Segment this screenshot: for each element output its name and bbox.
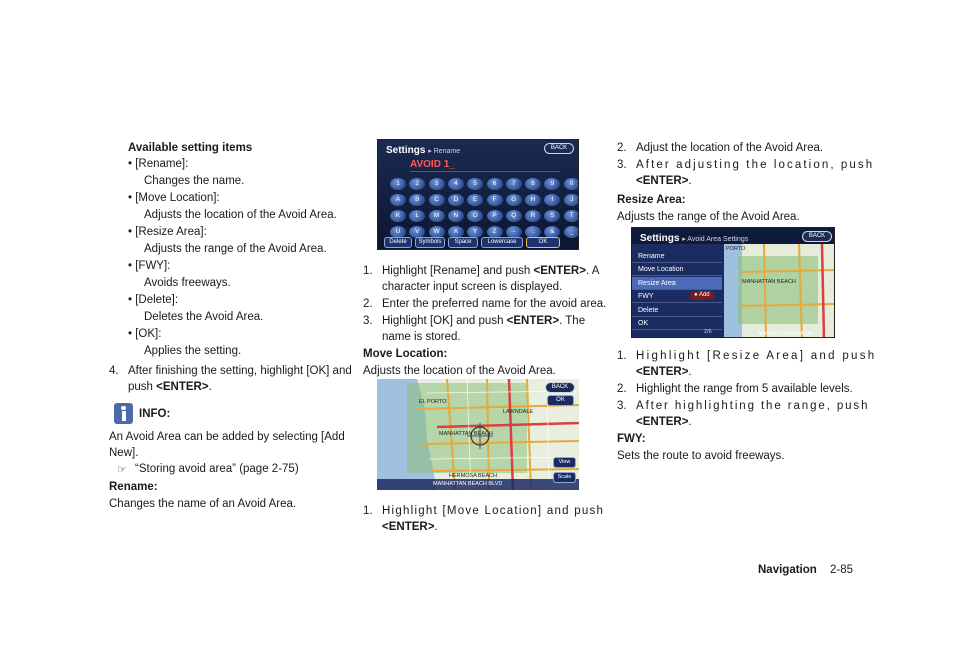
page-number: 2-85 bbox=[830, 564, 854, 576]
keyboard-key[interactable]: Q bbox=[506, 210, 522, 222]
info-text: An Avoid Area can be added by selecting [Add bbox=[109, 431, 345, 443]
list-item bbox=[128, 292, 178, 309]
keyboard-key[interactable]: 5 bbox=[467, 178, 483, 190]
resize-area-heading: Resize Area: bbox=[617, 194, 686, 206]
step-text-cont: <ENTER>. bbox=[382, 521, 438, 533]
keyboard-key[interactable]: C bbox=[429, 194, 445, 206]
menu-item[interactable]: Rename bbox=[632, 250, 722, 263]
enter-key-ref: <ENTER> bbox=[506, 315, 560, 327]
screen-title: Settings ▸ Avoid Area Settings bbox=[640, 233, 749, 244]
map-label: MANHATTAN BEACH bbox=[742, 279, 796, 285]
keyboard-key[interactable]: P bbox=[487, 210, 503, 222]
map-label: HERMOSA BEACH bbox=[449, 473, 497, 479]
function-key-ok[interactable]: OK bbox=[526, 237, 560, 248]
keyboard-key[interactable]: 7 bbox=[506, 178, 522, 190]
map-street-label: MANHATTAN BEACH BLVD bbox=[433, 481, 503, 487]
page-indicator: 2/6 bbox=[704, 329, 712, 335]
step-text-cont: character input screen is displayed. bbox=[382, 281, 563, 293]
keyboard-key[interactable]: V bbox=[409, 226, 425, 238]
item-label: [OK]: bbox=[135, 328, 162, 340]
step-text-cont: push <ENTER>. bbox=[128, 381, 212, 393]
step-number: 4. bbox=[109, 365, 119, 377]
push-word: push bbox=[128, 381, 153, 393]
fwy-text: Sets the route to avoid freeways. bbox=[617, 450, 785, 462]
avoid-area-settings-screen bbox=[631, 227, 835, 338]
keyboard-key[interactable]: R bbox=[525, 210, 541, 222]
step-number: 3. bbox=[363, 315, 373, 327]
function-key-lowercase[interactable]: Lowercase bbox=[481, 237, 523, 248]
keyboard-key[interactable]: U bbox=[390, 226, 406, 238]
keyboard-key[interactable]: G bbox=[506, 194, 522, 206]
keyboard-key[interactable]: 2 bbox=[409, 178, 425, 190]
menu-item[interactable]: Resize Area bbox=[632, 277, 722, 290]
menu-item[interactable]: FWY bbox=[632, 290, 722, 303]
item-label: [Resize Area]: bbox=[135, 226, 207, 238]
info-icon bbox=[114, 403, 133, 424]
keyboard-key[interactable]: 9 bbox=[544, 178, 560, 190]
list-item bbox=[128, 156, 188, 173]
map-label: LAWNDALE bbox=[503, 409, 534, 415]
step-number: 3. bbox=[617, 159, 627, 171]
list-item bbox=[128, 190, 220, 207]
item-desc: Adjusts the location of the Avoid Area. bbox=[144, 209, 337, 221]
enter-key-ref: <ENTER> bbox=[156, 381, 209, 393]
map-label: PORTO bbox=[726, 246, 746, 252]
back-button[interactable]: BACK bbox=[544, 143, 574, 154]
item-label: [FWY]: bbox=[135, 260, 171, 272]
function-key-space[interactable]: Space bbox=[448, 237, 478, 248]
keyboard-key[interactable]: J bbox=[564, 194, 579, 206]
step-text: After highlighting the range, push bbox=[636, 400, 870, 412]
bullet: • bbox=[128, 260, 136, 272]
keyboard-key[interactable]: O bbox=[467, 210, 483, 222]
keyboard-key[interactable]: & bbox=[544, 226, 560, 238]
item-desc: Adjusts the range of the Avoid Area. bbox=[144, 243, 327, 255]
info-title: INFO: bbox=[139, 408, 171, 420]
keyboard-key[interactable]: N bbox=[448, 210, 464, 222]
step-text: Highlight the range from 5 available levels. bbox=[636, 383, 853, 395]
keyboard-key[interactable]: 1 bbox=[390, 178, 406, 190]
add-badge: ● Add bbox=[690, 291, 714, 300]
enter-key-ref: <ENTER> bbox=[533, 265, 586, 277]
menu-item[interactable]: Delete bbox=[632, 304, 722, 317]
enter-key-ref: <ENTER> bbox=[636, 366, 689, 378]
map-label: MANHATTAN BEACH bbox=[758, 331, 812, 337]
name-entry-field[interactable]: AVOID 1_ bbox=[410, 158, 560, 172]
bullet: • bbox=[128, 294, 136, 306]
step-text: Enter the preferred name for the avoid area. bbox=[382, 298, 607, 310]
step-number: 2. bbox=[617, 383, 627, 395]
keyboard-key[interactable]: I bbox=[544, 194, 560, 206]
step-text-cont: <ENTER>. bbox=[636, 175, 692, 187]
bullet: • bbox=[128, 192, 136, 204]
keyboard-key[interactable]: L bbox=[409, 210, 425, 222]
keyboard-key[interactable]: D bbox=[448, 194, 464, 206]
keyboard-key[interactable]: 4 bbox=[448, 178, 464, 190]
item-desc: Avoids freeways. bbox=[144, 277, 231, 289]
function-key-delete[interactable]: Delete bbox=[384, 237, 412, 248]
step-number: 1. bbox=[363, 505, 373, 517]
keyboard-key[interactable]: E bbox=[467, 194, 483, 206]
bullet: • bbox=[128, 226, 136, 238]
step-text: Highlight [OK] and push <ENTER>. The bbox=[382, 315, 586, 327]
keyboard-key[interactable]: H bbox=[525, 194, 541, 206]
keyboard-key[interactable]: B bbox=[409, 194, 425, 206]
rename-text: Changes the name of an Avoid Area. bbox=[109, 498, 297, 510]
step-text-cont: <ENTER>. bbox=[636, 416, 692, 428]
item-label: [Move Location]: bbox=[135, 192, 220, 204]
step-text: After finishing the setting, highlight [OK] and bbox=[128, 365, 352, 377]
rename-heading: Rename: bbox=[109, 481, 158, 493]
map-graphic bbox=[724, 244, 835, 338]
enter-key-ref: <ENTER> bbox=[382, 521, 435, 533]
move-location-heading: Move Location: bbox=[363, 348, 448, 360]
rename-screen bbox=[377, 139, 579, 250]
available-settings-heading: Available setting items bbox=[128, 142, 253, 154]
move-location-text: Adjusts the location of the Avoid Area. bbox=[363, 365, 556, 377]
keyboard-key[interactable]: A bbox=[390, 194, 406, 206]
keyboard-key[interactable]: 3 bbox=[429, 178, 445, 190]
keyboard-key[interactable]: F bbox=[487, 194, 503, 206]
bullet: • bbox=[128, 158, 136, 170]
keyboard-key[interactable]: . bbox=[525, 226, 541, 238]
step-number: 1. bbox=[363, 265, 373, 277]
keyboard-key[interactable]: K bbox=[390, 210, 406, 222]
ok-button[interactable]: OK bbox=[547, 395, 574, 406]
keyboard-key[interactable]: _ bbox=[564, 226, 579, 238]
page-footer bbox=[758, 562, 853, 579]
back-button[interactable]: BACK bbox=[545, 382, 575, 393]
page-reference: “Storing avoid area” (page 2-75) bbox=[135, 463, 299, 475]
step-text: Adjust the location of the Avoid Area. bbox=[636, 142, 824, 154]
map-background bbox=[724, 244, 835, 338]
keyboard-key[interactable]: 8 bbox=[525, 178, 541, 190]
step-text-cont: <ENTER>. bbox=[636, 366, 692, 378]
step-text: Highlight [Rename] and push <ENTER>. A bbox=[382, 265, 600, 277]
scale-button[interactable]: Scale bbox=[553, 472, 576, 483]
keyboard-key[interactable]: 6 bbox=[487, 178, 503, 190]
keyboard-key[interactable]: Y bbox=[467, 226, 483, 238]
step-text-cont: name is stored. bbox=[382, 331, 461, 343]
keyboard-key[interactable]: Z bbox=[487, 226, 503, 238]
keyboard-key[interactable]: W bbox=[429, 226, 445, 238]
screen-title: Settings ▸ Rename bbox=[386, 145, 461, 156]
step-text: After adjusting the location, push bbox=[636, 159, 875, 171]
step-number: 1. bbox=[617, 350, 627, 362]
step-number: 2. bbox=[363, 298, 373, 310]
menu-item[interactable]: OK bbox=[632, 317, 722, 330]
enter-key-ref: <ENTER> bbox=[636, 175, 689, 187]
list-item bbox=[128, 326, 161, 343]
view-button[interactable]: View bbox=[553, 457, 576, 468]
keyboard-key[interactable]: 0 bbox=[564, 178, 579, 190]
list-item bbox=[128, 258, 170, 275]
map-label: EL PORTO bbox=[419, 399, 447, 405]
step-text: Highlight [Resize Area] and push bbox=[636, 350, 877, 362]
step-number: 2. bbox=[617, 142, 627, 154]
fwy-heading: FWY: bbox=[617, 433, 646, 445]
map-label: MANHATTAN BEACH bbox=[439, 431, 493, 437]
list-item bbox=[128, 224, 207, 241]
item-desc: Changes the name. bbox=[144, 175, 245, 187]
resize-area-text: Adjusts the range of the Avoid Area. bbox=[617, 211, 800, 223]
keyboard-key[interactable]: T bbox=[564, 210, 579, 222]
back-button[interactable]: BACK bbox=[802, 231, 832, 242]
item-desc: Deletes the Avoid Area. bbox=[144, 311, 264, 323]
info-text-cont: New]. bbox=[109, 447, 139, 459]
enter-key-ref: <ENTER> bbox=[636, 416, 689, 428]
keyboard-key[interactable]: M bbox=[429, 210, 445, 222]
function-key-symbols[interactable]: Symbols bbox=[415, 237, 445, 248]
move-location-map[interactable] bbox=[377, 379, 579, 490]
item-desc: Applies the setting. bbox=[144, 345, 242, 357]
keyboard-key[interactable]: - bbox=[506, 226, 522, 238]
menu-item[interactable]: Move Location bbox=[632, 263, 722, 276]
section-name: Navigation bbox=[758, 564, 817, 576]
step-number: 3. bbox=[617, 400, 627, 412]
keyboard-key[interactable]: S bbox=[544, 210, 560, 222]
step-text: Highlight [Move Location] and push bbox=[382, 505, 605, 517]
reference-icon: ☞ bbox=[117, 464, 127, 476]
item-label: [Delete]: bbox=[135, 294, 179, 306]
keyboard-key[interactable]: X bbox=[448, 226, 464, 238]
item-label: [Rename]: bbox=[135, 158, 189, 170]
bullet: • bbox=[128, 328, 136, 340]
